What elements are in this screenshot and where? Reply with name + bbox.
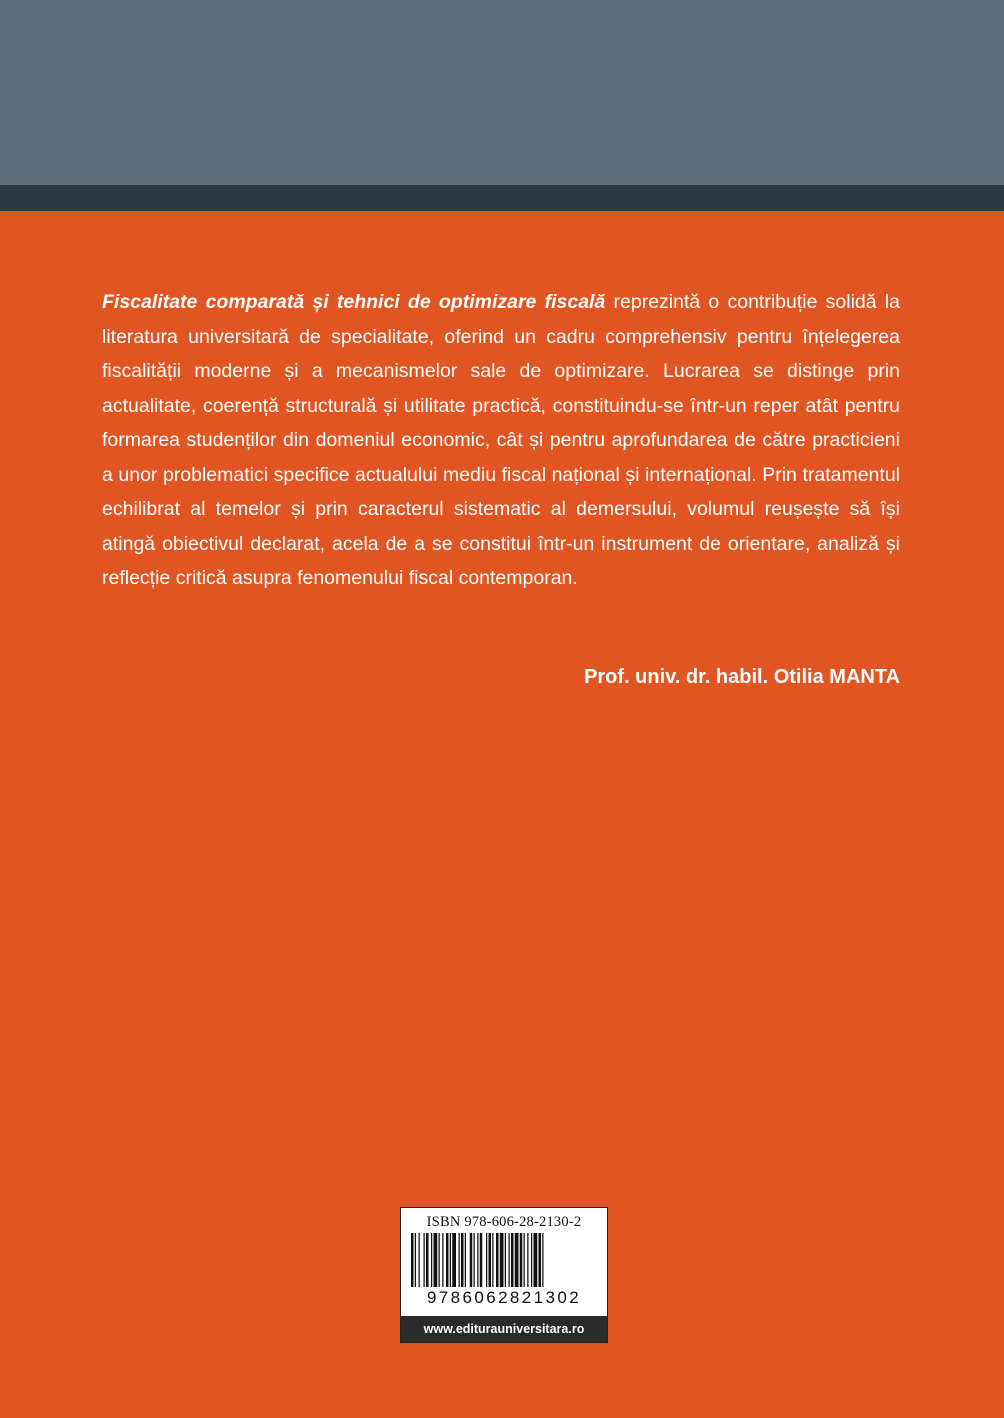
barcode-bar: [509, 1233, 510, 1287]
dark-divider-strip: [0, 185, 1004, 211]
barcode-bar: [419, 1233, 420, 1287]
blurb-body: reprezintă o contribuție solidă la literatura universitară de specialitate, oferind un cadru comprehensiv pentru înțelegerea fiscalității moderne și a mecanismelor sale de optimizare. Lucrarea se distinge prin actualitate, coerență structurală și utilitate practică, constituindu-se într-un reper atât pentru formarea studenților din domeniul economic, cât și pentru aprofundarea de către practicieni a unor problematici specifice actualului mediu fiscal național și internațional. Prin tratamentul echilibrat al temelor și prin caracterul sistematic al demersului, volumul reușește să își atingă obiectivul declarat, acela de a se constitui într-un instrument de orientare, analiză și reflecție critică asupra fenomenului fiscal contemporan.: [102, 291, 900, 589]
barcode-bar: [450, 1233, 451, 1287]
barcode-bar: [515, 1233, 519, 1287]
barcode-bar: [474, 1233, 475, 1287]
barcode-bar: [434, 1233, 438, 1287]
barcode-bar: [446, 1233, 449, 1287]
barcode-bar: [500, 1233, 504, 1287]
barcode-bar: [489, 1233, 492, 1287]
barcode-bar: [477, 1233, 478, 1287]
isbn-label: ISBN 978-606-28-2130-2: [426, 1214, 582, 1230]
publisher-url: www.editurauniversitara.ro: [401, 1316, 607, 1342]
isbn-barcode-box: [400, 1207, 608, 1343]
barcode-bar: [505, 1233, 506, 1287]
barcode-bar: [520, 1233, 523, 1287]
barcode-bar: [527, 1233, 528, 1287]
barcode-bar: [470, 1233, 473, 1287]
barcode-bar: [424, 1233, 425, 1287]
barcode-bar: [534, 1233, 538, 1287]
barcode-bar: [411, 1233, 414, 1287]
barcode-bar: [426, 1233, 429, 1287]
barcode-bar: [461, 1233, 464, 1287]
top-gray-band: [0, 0, 1004, 185]
barcode-icon: [411, 1233, 597, 1289]
barcode-bar: [531, 1233, 532, 1287]
barcode-bar: [496, 1233, 499, 1287]
author-signature: Prof. univ. dr. habil. Otilia MANTA: [584, 666, 900, 688]
barcode-bar: [442, 1233, 443, 1287]
barcode-bar: [492, 1233, 493, 1287]
book-title: Fiscalitate comparată și tehnici de optimizare fiscală: [102, 291, 606, 313]
barcode-bar: [415, 1233, 416, 1287]
barcode-bar: [486, 1233, 487, 1287]
back-cover-blurb: [102, 285, 900, 596]
barcode-bar: [465, 1233, 466, 1287]
barcode-bar: [459, 1233, 460, 1287]
barcode-bar: [539, 1233, 542, 1287]
barcode-bar: [542, 1233, 543, 1287]
barcode-bar: [511, 1233, 514, 1287]
barcode-bar: [431, 1233, 432, 1287]
barcode-bar: [452, 1233, 456, 1287]
barcode-bar: [439, 1233, 440, 1287]
barcode-bar: [524, 1233, 525, 1287]
barcode-digits: 9786062821302: [426, 1288, 582, 1307]
barcode-bar: [480, 1233, 483, 1287]
